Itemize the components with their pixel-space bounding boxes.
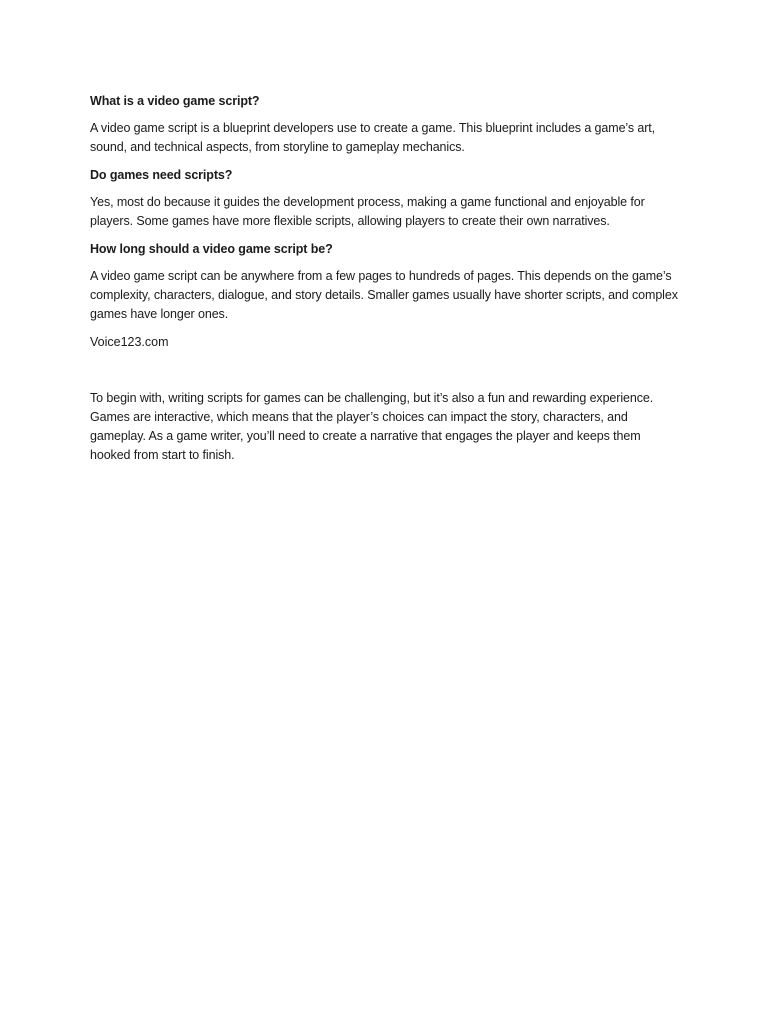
- intro-paragraph: To begin with, writing scripts for games can be challenging, but it’s also a fun and rewarding experience. Games are interactive, which means that the player’s choices can impact the story, characters, and gameplay. As a game writer, you’ll need to create a narrative that engages the player and keeps them hooked from start to finish.: [90, 391, 654, 462]
- spacer: [90, 352, 678, 389]
- faq-answer-3: A video game script can be anywhere from a few pages to hundreds of pages. This depends on the game’s complexity, characters, dialogue, and story details. Smaller games usually have shorter scripts, and complex games have longer ones.: [90, 269, 678, 321]
- faq-question-2: Do games need scripts?: [90, 168, 233, 182]
- faq-answer-1: A video game script is a blueprint developers use to create a game. This blueprint includes a game’s art, sound, and technical aspects, from storyline to gameplay mechanics.: [90, 121, 656, 154]
- document-body: [90, 91, 678, 473]
- source-credit: Voice123.com: [90, 335, 169, 349]
- faq-answer-2: Yes, most do because it guides the development process, making a game functional and enjoyable for players. Some games have more flexible scripts, allowing players to create their own narratives.: [90, 195, 645, 228]
- faq-question-3: How long should a video game script be?: [90, 242, 333, 256]
- faq-question-1: What is a video game script?: [90, 94, 260, 108]
